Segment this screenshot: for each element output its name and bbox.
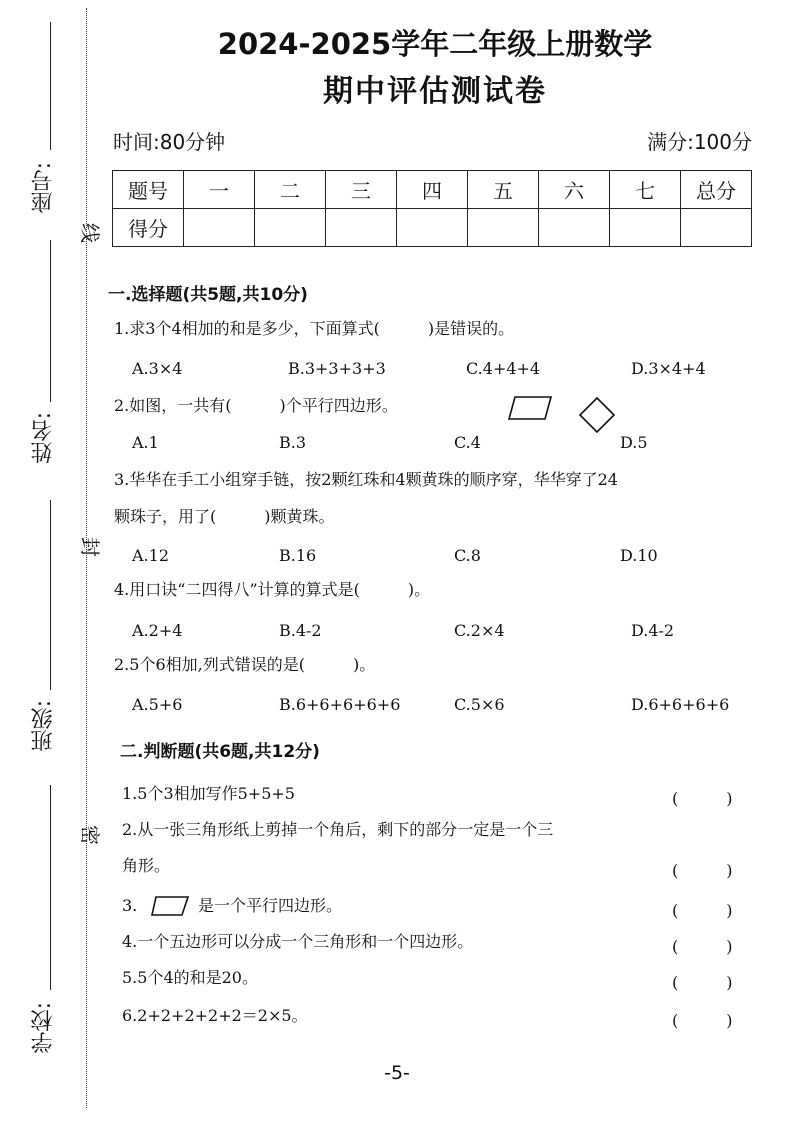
seal-line-char: 线 <box>80 219 101 244</box>
score-cell[interactable] <box>468 209 539 247</box>
school-field-line[interactable] <box>50 785 51 990</box>
q5-option-b[interactable]: B.6+6+6+6+6 <box>279 695 401 714</box>
tf3-answer-blank[interactable]: ( ) <box>672 901 733 920</box>
q3-text-line2: 颗珠子，用了( )颗黄珠。 <box>114 507 335 526</box>
q1-option-a[interactable]: A.3×4 <box>132 359 183 378</box>
seal-secret-char: 密 <box>80 821 101 846</box>
tf5-answer-blank[interactable]: ( ) <box>672 973 733 992</box>
score-table-score-row <box>113 209 752 247</box>
q3-option-c[interactable]: C.8 <box>454 546 481 565</box>
q3-option-b[interactable]: B.16 <box>279 546 317 565</box>
tf1-answer-blank[interactable]: ( ) <box>672 789 733 808</box>
exam-subtitle: 期中评估测试卷 <box>323 74 547 109</box>
q1-option-b[interactable]: B.3+3+3+3 <box>288 359 386 378</box>
seal-seal-char: 封 <box>80 533 101 558</box>
tf6-answer-blank[interactable]: ( ) <box>672 1011 733 1030</box>
exam-full-score: 满分:100分 <box>647 130 752 154</box>
tf4-text: 4.一个五边形可以分成一个三角形和一个四边形。 <box>122 932 474 951</box>
tf3-number: 3. <box>122 896 138 915</box>
rhombus-figure <box>578 396 616 434</box>
score-cell[interactable] <box>255 209 326 247</box>
name-field-line[interactable] <box>50 240 51 402</box>
tf3-text: 是一个平行四边形。 <box>198 896 343 915</box>
score-col-7: 七 <box>610 171 681 209</box>
q4-option-b[interactable]: B.4-2 <box>279 621 322 640</box>
q4-option-c[interactable]: C.2×4 <box>454 621 505 640</box>
binding-dotted-line <box>86 8 87 1108</box>
q5-text: 2.5个6相加,列式错误的是( )。 <box>114 655 376 674</box>
score-cell[interactable] <box>539 209 610 247</box>
q1-option-d[interactable]: D.3×4+4 <box>631 359 706 378</box>
score-table-score-label: 得分 <box>113 209 184 247</box>
section1-heading: 一.选择题(共5题,共10分) <box>108 285 308 305</box>
q2-option-a[interactable]: A.1 <box>132 433 159 452</box>
q5-option-c[interactable]: C.5×6 <box>454 695 505 714</box>
score-col-4: 四 <box>397 171 468 209</box>
tf2-answer-blank[interactable]: ( ) <box>672 861 733 880</box>
score-col-6: 六 <box>539 171 610 209</box>
q3-option-d[interactable]: D.10 <box>620 546 658 565</box>
tf5-text: 5.5个4的和是20。 <box>122 968 258 987</box>
score-col-5: 五 <box>468 171 539 209</box>
exam-title: 2024-2025学年二年级上册数学 <box>217 27 653 61</box>
q5-option-d[interactable]: D.6+6+6+6 <box>631 695 730 714</box>
seat-field-line[interactable] <box>50 22 51 150</box>
q2-text: 2.如图，一共有( )个平行四边形。 <box>114 396 398 415</box>
q2-option-d[interactable]: D.5 <box>620 433 648 452</box>
tf1-text: 1.5个3相加写作5+5+5 <box>122 784 295 803</box>
binding-margin <box>0 0 100 1123</box>
q3-text-line1: 3.华华在手工小组穿手链，按2颗红珠和4颗黄珠的顺序穿，华华穿了24 <box>114 470 618 489</box>
section2-heading: 二.判断题(共6题,共12分) <box>120 742 320 762</box>
tf4-answer-blank[interactable]: ( ) <box>672 937 733 956</box>
score-cell[interactable] <box>326 209 397 247</box>
q2-option-c[interactable]: C.4 <box>454 433 481 452</box>
score-table <box>112 170 752 247</box>
class-label: 班级: <box>31 700 56 752</box>
score-table-row-label: 题号 <box>113 171 184 209</box>
q4-text: 4.用口诀“二四得八”计算的算式是( )。 <box>114 580 431 599</box>
q1-text: 1.求3个4相加的和是多少，下面算式( )是错误的。 <box>114 319 515 338</box>
q1-option-c[interactable]: C.4+4+4 <box>466 359 541 378</box>
name-label: 姓名: <box>31 412 56 464</box>
score-col-total: 总分 <box>681 171 752 209</box>
score-cell[interactable] <box>184 209 255 247</box>
score-table-header-row <box>113 171 752 209</box>
tf6-text: 6.2+2+2+2+2＝2×5。 <box>122 1006 308 1025</box>
score-cell[interactable] <box>681 209 752 247</box>
score-col-3: 三 <box>326 171 397 209</box>
score-cell[interactable] <box>610 209 681 247</box>
tf2-text-line2: 角形。 <box>122 856 171 875</box>
exam-time: 时间:80分钟 <box>113 130 226 154</box>
parallelogram-figure-small <box>150 895 190 917</box>
score-col-2: 二 <box>255 171 326 209</box>
class-field-line[interactable] <box>50 500 51 690</box>
parallelogram-figure <box>505 393 555 423</box>
q4-option-a[interactable]: A.2+4 <box>132 621 183 640</box>
score-cell[interactable] <box>397 209 468 247</box>
school-label: 学校: <box>31 1002 56 1054</box>
page-number: -5- <box>384 1062 410 1084</box>
tf2-text-line1: 2.从一张三角形纸上剪掉一个角后，剩下的部分一定是一个三 <box>122 820 554 839</box>
q5-option-a[interactable]: A.5+6 <box>132 695 183 714</box>
q4-option-d[interactable]: D.4-2 <box>631 621 675 640</box>
q2-option-b[interactable]: B.3 <box>279 433 307 452</box>
seat-label: 座号: <box>31 162 56 214</box>
score-col-1: 一 <box>184 171 255 209</box>
q3-option-a[interactable]: A.12 <box>132 546 169 565</box>
